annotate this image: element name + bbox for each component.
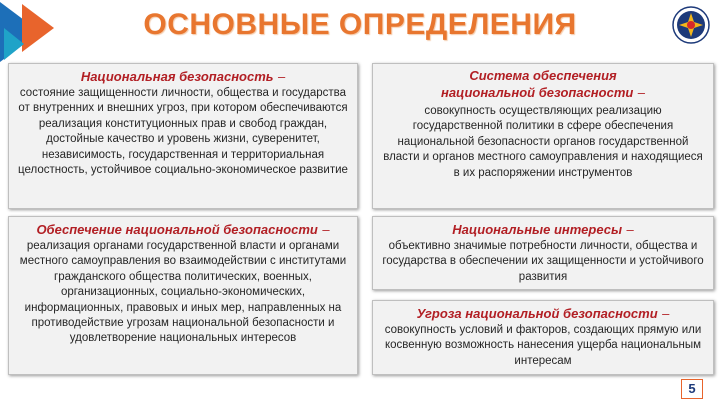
term-title: Национальная безопасность [80,69,274,84]
term-dash: – [277,69,286,84]
term-title: Обеспечение национальной безопасности [36,222,318,237]
term-dash: – [637,85,646,100]
term-definition: состояние защищенности личности, общества и государства от внутренних и внешних угроз, при котором обеспечиваются реализация конституционных прав и свобод граждан, достойные качество и уровень жизни, суверенитет, независимость, государственная и территориальная целостность, устойчивое социально-экономическое развитие [18,87,348,177]
corner-arrow-teal-icon [4,28,24,60]
page-title: ОСНОВНЫЕ ОПРЕДЕЛЕНИЯ [143,8,577,41]
definition-security-threat [372,300,714,375]
term-dash: – [322,222,330,237]
definition-ensuring-security [8,216,358,375]
emergency-emblem-icon [672,6,710,44]
term-definition: совокупность осуществляющих реализацию государственной политики в сфере обеспечения национальной безопасности органов государственной власти и органов местного самоуправления и находящиеся в их распоряжении инструментов [383,105,703,179]
definition-national-security [8,63,358,209]
corner-arrow-orange-icon [22,4,54,52]
term-title-line2: национальной безопасности [440,85,634,100]
term-dash: – [662,306,670,321]
definition-security-system [372,63,714,209]
term-title-line1: Система обеспечения [469,68,617,83]
term-definition: совокупность условий и факторов, создающих прямую или косвенную возможность нанесения ущерба национальным интересам [384,324,702,367]
page-number: 5 [681,379,703,399]
term-definition: реализация органами государственной власти и органами местного самоуправления во взаимодействии с институтами гражданского общества политических, военных, организационных, социально-экономических, информационных, правовых и иных мер, направленных на противодействие угрозам национальной безопасности и удовлетворение национальных интересов [19,240,347,345]
term-definition: объективно значимые потребности личности, общества и государства в обеспечении их защищенности и устойчивого развития [382,240,704,283]
definition-national-interests [372,216,714,290]
term-title: Угроза национальной безопасности [416,306,658,321]
term-title: Национальные интересы [452,222,623,237]
term-dash: – [626,222,634,237]
